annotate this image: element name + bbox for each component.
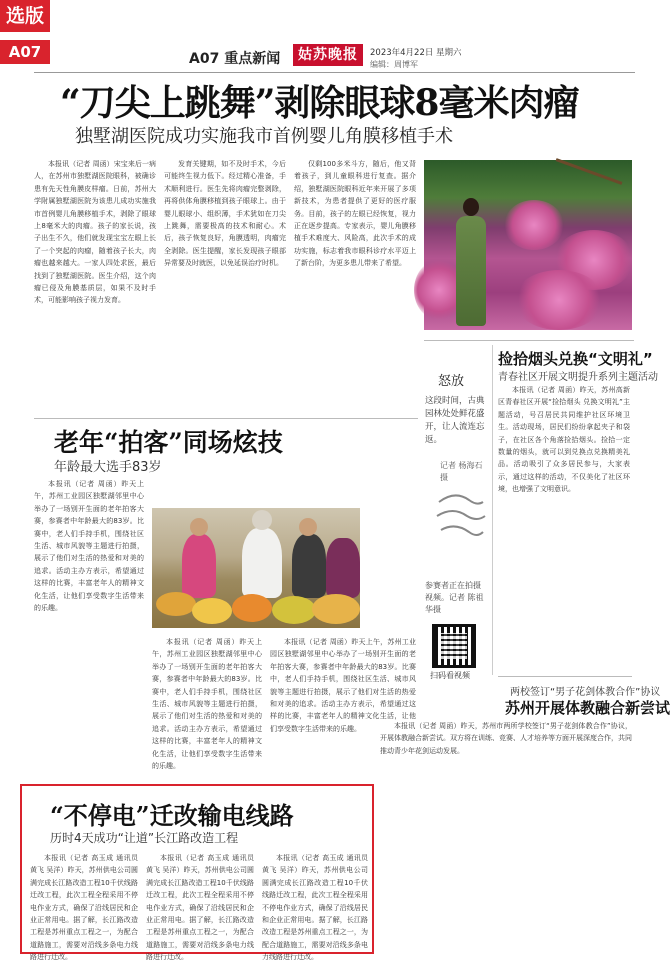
column-divider [424, 340, 634, 341]
power-article-text-1: 本报讯（记者 高玉成 通讯员 黄飞 吴洋）昨天，苏州供电公司圆满完成长江路改造工程10千伏线路迁改工程，此次工程全程采用不停电作业方式，确保了沿线居民和企业正常用电。据了解，长江路改造工程是苏州重点工程之一，为配合道路施工，需要对沿线多条电力线路进行迁改。 [30, 854, 138, 962]
photo-fruit [272, 596, 316, 624]
elder-article-column-1 [34, 478, 144, 778]
fencing-article-text: 本报讯（记者 周函）昨天，苏州市两所学校签订“男子花剑体教合作”协议，开展体教融合新尝试。双方将在训练、竞赛、人才培养等方面开展深度合作，共同推动青少年花剑运动发展。 [380, 722, 632, 755]
elder-article-subheadline[interactable]: 年龄最大选手83岁 [54, 460, 162, 475]
cigarette-article-headline[interactable]: 捡拾烟头兑换“文明礼” [498, 350, 653, 368]
photo-bloom [514, 270, 604, 330]
flower-garden-photo[interactable] [424, 160, 632, 330]
power-article-headline[interactable]: “不停电”迁改输电线路 [50, 801, 294, 830]
page-number-badge: A07 [0, 40, 50, 64]
power-article-text-2: 本报讯（记者 高玉成 通讯员 黄飞 吴洋）昨天，苏州供电公司圆满完成长江路改造工程10千伏线路迁改工程，此次工程全程采用不停电作业方式，确保了沿线居民和企业正常用电。据了解，长江路改造工程是苏州重点工程之一，为配合道路施工，需要对沿线多条电力线路进行迁改。 [146, 854, 254, 962]
video-caption: 参赛者正在拍摄视频。记者 陈祖华摄 [425, 581, 484, 614]
editor-credit: 编辑：周博军 [370, 60, 418, 69]
photo-person [326, 538, 360, 598]
elder-article-text-3: 本报讯（记者 周函）昨天上午，苏州工业园区独墅湖邻里中心举办了一场别开生面的老年拍客大赛，参赛者中年龄最大的83岁。比赛中，老人们手持手机，围绕社区生活、城市风貌等主题进行拍摄，展示了他们对生活的热爱和对美的追求。活动主办方表示，希望通过这样的比赛，丰富老年人的精神文化生活，让他们享受数字生活带来的乐趣。 [270, 638, 416, 733]
power-article-text-3: 本报讯（记者 高玉成 通讯员 黄飞 吴洋）昨天，苏州供电公司圆满完成长江路改造工程10千伏线路迁改工程，此次工程全程采用不停电作业方式，确保了沿线居民和企业正常用电。据了解，长江路改造工程是苏州重点工程之一，为配合道路施工，需要对沿线多条电力线路进行迁改。 [262, 854, 368, 962]
photo-person-head [299, 518, 317, 536]
photo-fruit [192, 598, 232, 624]
section-label: A07 重点新闻 [189, 51, 281, 67]
elder-article-headline[interactable]: 老年“拍客”同场炫技 [54, 428, 283, 457]
section-divider [34, 418, 418, 419]
power-article-column-1 [30, 852, 138, 962]
fencing-article-kicker[interactable]: 两校签订“男子花剑体教合作”协议 [510, 687, 661, 698]
elder-photographers-photo[interactable] [152, 508, 360, 628]
photo-story-title: 怒放 [438, 374, 465, 389]
elder-article-column-3 [270, 636, 416, 778]
column-divider [498, 676, 632, 677]
photo-person-head [190, 518, 208, 536]
power-article-column-3 [262, 852, 368, 962]
main-article-column-1 [34, 158, 156, 416]
elder-article-text-1: 本报讯（记者 周函）昨天上午，苏州工业园区独墅湖邻里中心举办了一场别开生面的老年拍客大赛，参赛者中年龄最大的83岁。比赛中，老人们手持手机，围绕社区生活、城市风貌等主题进行拍摄，展示了他们对生活的热爱和对美的追求。活动主办方表示，希望通过这样的比赛，丰富老年人的精神文化生活，让他们享受数字生活带来的乐趣。 [34, 480, 144, 613]
photo-fruit [232, 594, 272, 622]
elder-article-column-2 [152, 636, 262, 778]
main-headline[interactable]: “刀尖上跳舞”剥除眼球8毫米肉瘤 [60, 82, 579, 124]
photo-woman-figure [450, 198, 492, 326]
power-article-subheadline[interactable]: 历时4天成功“让道”长江路改造工程 [50, 831, 239, 845]
cigarette-article-subheadline[interactable]: 青春社区开展文明提升系列主题活动 [498, 372, 658, 383]
photo-person-head [252, 510, 272, 530]
photo-fruit [312, 594, 360, 624]
stylized-wind-logo-icon [433, 488, 489, 546]
photo-person [242, 528, 282, 598]
photo-person [292, 534, 326, 598]
qr-code-icon[interactable] [432, 624, 476, 668]
qr-caption: 扫码看视频 [430, 671, 470, 680]
cigarette-article-text: 本报讯（记者 周函）昨天，苏州高新区青春社区开展“捡拾烟头 兑换文明礼”主题活动，号召居民共同维护社区环境卫生。活动现场，居民们纷纷拿起夹子和袋子，在社区各个角落捡拾烟头。捡拾一定数量的烟头，就可以到兑换点兑换精美礼品。活动吸引了众多居民参与，大家表示，通过这样的活动，不仅美化了社区环境，也增强了文明意识。 [498, 386, 630, 494]
photo-branch [556, 158, 623, 185]
photo-story-caption: 这段时间，古典园林处处鲜花盛开，让人流连忘返。 [425, 396, 485, 445]
elder-article-text-2: 本报讯（记者 周函）昨天上午，苏州工业园区独墅湖邻里中心举办了一场别开生面的老年拍客大赛，参赛者中年龄最大的83岁。比赛中，老人们手持手机，围绕社区生活、城市风貌等主题进行拍摄，展示了他们对生活的热爱和对美的追求。活动主办方表示，希望通过这样的比赛，丰富老年人的精神文化生活，让他们享受数字生活带来的乐趣。 [152, 638, 262, 771]
photo-person [182, 534, 216, 598]
photo-fruit [156, 592, 196, 616]
edition-badge: 选版 [0, 0, 50, 32]
main-article-column-3 [294, 158, 416, 416]
main-article-text-2: 发育关键期，如不及时手术，今后可能终生视力低下。经过精心准备，手术顺利进行。医生先将肉瘤完整剥除，再将供体角膜移植到孩子眼球上。由于婴儿眼球小、组织薄，手术犹如在刀尖上跳舞，需要极高的技术和耐心。术后，孩子恢复良好，角膜透明，肉瘤完全剥除。医生提醒，家长发现孩子眼部异常要及时就医，以免延误治疗时机。 [164, 160, 286, 268]
main-article-text-1: 本报讯（记者 周函）宋宝来后一病人，在苏州市独墅湖医院眼科，被确诊患有先天性角膜皮样瘤。日前，苏州大学附属独墅湖医院为该患儿成功实施我市首例婴儿角膜移植手术，剥除了眼球上8毫米大的肉瘤。孩子的家长说，孩子出生不久，他们就发现宝宝左眼上长了一个突起的肉瘤，随着孩子长大，肉瘤也越来越大。一家人四处求医，最后找到了独墅湖医院。医生介绍，这个肉瘤已侵及角膜基质层，如果不及时手术，可能影响孩子视力发育。 [34, 160, 156, 305]
photo-bloom [504, 200, 564, 250]
issue-date: 2023年4月22日 星期六 [370, 48, 462, 58]
fencing-article-body [380, 720, 632, 952]
main-article-text-3: 仅剩100多米斗方，随后，他又背着孩子，到儿童眼科进行复查。据介绍，独墅湖医院眼科近年来开展了多项新技术，为患者提供了更好的医疗服务。目前，孩子的左眼已经恢复，视力正在逐步提高。专家表示，婴儿角膜移植手术难度大、风险高，此次手术的成功实施，标志着我市眼科诊疗水平迈上了新台阶，为更多患儿带来了希望。 [294, 160, 416, 268]
photo-credit: 记者 杨海石摄 [440, 461, 483, 482]
main-article-column-2 [164, 158, 286, 416]
cigarette-article-body [498, 384, 630, 676]
column-divider [492, 345, 493, 675]
main-subheadline[interactable]: 独墅湖医院成功实施我市首例婴儿角膜移植手术 [75, 126, 453, 147]
newspaper-masthead: 姑苏晚报 [293, 44, 363, 66]
header-divider [34, 72, 635, 73]
fencing-article-headline[interactable]: 苏州开展体教融合新尝试 [505, 699, 670, 717]
power-article-column-2 [146, 852, 254, 962]
